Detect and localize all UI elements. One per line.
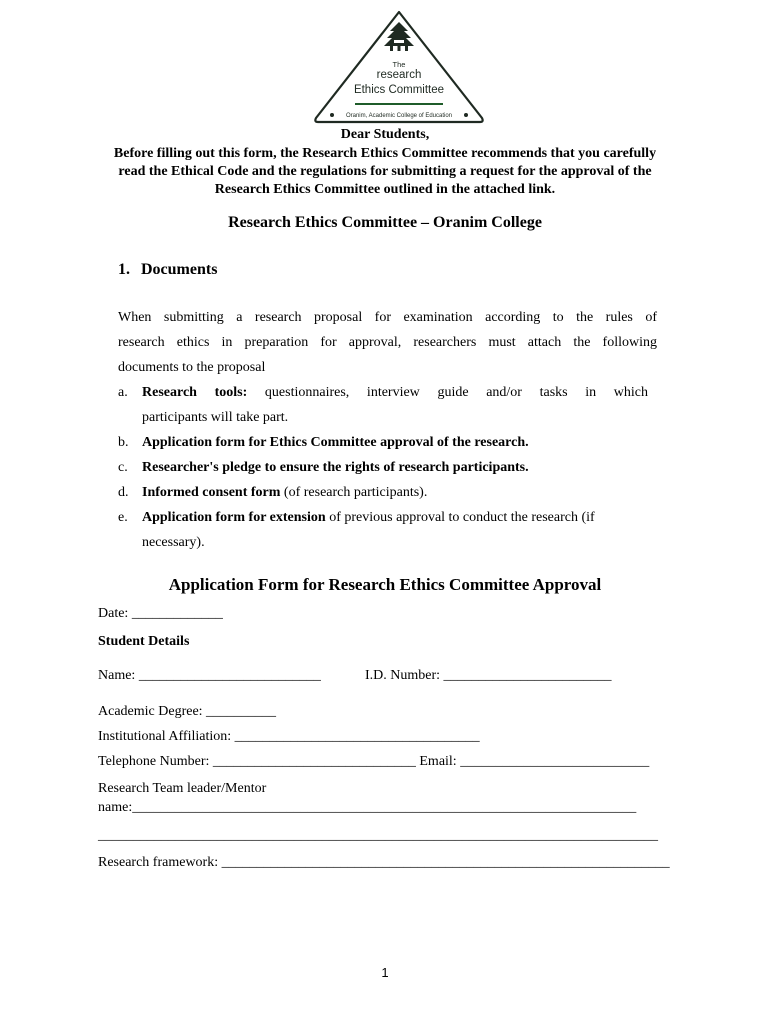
list-item-line xyxy=(142,480,648,505)
list-marker: b. xyxy=(118,435,129,450)
list-item-bold: Informed consent form xyxy=(142,485,281,500)
institutional-affiliation-field[interactable]: Institutional Affiliation: ___________________________________ xyxy=(98,729,480,744)
list-marker: a. xyxy=(118,385,128,400)
paragraph-line-1: When submitting a research proposal for examination according to the rules of xyxy=(118,310,657,325)
main-title: Research Ethics Committee – Oranim College xyxy=(228,214,542,231)
list-item-text: (of research participants). xyxy=(280,485,428,500)
logo-text-research: research xyxy=(376,69,422,81)
paragraph-line-3: documents to the proposal xyxy=(118,360,266,375)
list-marker: d. xyxy=(118,485,129,500)
list-item-bold: Researcher's pledge to ensure the rights of research participants. xyxy=(142,460,529,475)
list-item-line xyxy=(142,380,648,405)
blank-line-field[interactable]: ________________________________________________________________________________ xyxy=(98,828,658,843)
id-number-field[interactable]: I.D. Number: ________________________ xyxy=(365,668,612,683)
mentor-name-field[interactable]: name:________________________________________________________________________ xyxy=(98,800,637,815)
list-item-text: of previous approval to conduct the research (if xyxy=(325,510,595,525)
list-item-line xyxy=(142,430,648,455)
logo-dot-right xyxy=(464,113,468,117)
documents-number: 1. xyxy=(118,261,130,278)
logo-text-ethics-committee: Ethics Committee xyxy=(353,84,445,96)
logo-text-college: Oranim, Academic College of Education xyxy=(345,113,453,119)
list-item-bold: Application form for Ethics Committee approval of the research. xyxy=(142,435,529,450)
list-item-bold: Application form for extension xyxy=(142,510,326,525)
list-item-line xyxy=(142,505,648,530)
academic-degree-field[interactable]: Academic Degree: __________ xyxy=(98,704,277,719)
student-details-heading: Student Details xyxy=(98,634,190,649)
list-item-continuation: necessary). xyxy=(142,535,205,550)
committee-logo xyxy=(310,8,488,128)
page-number: 1 xyxy=(381,965,389,980)
mentor-label: Research Team leader/Mentor xyxy=(98,781,267,796)
form-title: Application Form for Research Ethics Committee Approval xyxy=(168,575,602,594)
intro-line-2: read the Ethical Code and the regulations for submitting a request for the approval of the xyxy=(118,164,652,179)
documents-heading xyxy=(118,261,217,279)
intro-line-3: Research Ethics Committee outlined in the attached link. xyxy=(214,182,556,197)
list-item-bold: Research tools: xyxy=(142,385,248,400)
list-item-continuation: participants will take part. xyxy=(142,410,289,425)
paragraph-line-2: research ethics in preparation for approval, researchers must attach the following xyxy=(118,335,657,350)
telephone-email-field[interactable]: Telephone Number: _____________________________ Email: ___________________________ xyxy=(98,754,650,769)
documents-paragraph xyxy=(118,305,657,380)
intro-line-1: Before filling out this form, the Research Ethics Committee recommends that you carefully xyxy=(113,146,657,161)
list-item-text: questionnaires, interview guide and/or tasks in which xyxy=(247,385,649,400)
date-field[interactable]: Date: _____________ xyxy=(98,606,223,621)
salutation: Dear Students, xyxy=(340,127,430,142)
documents-heading-text: Documents xyxy=(141,261,218,278)
list-marker: e. xyxy=(118,510,128,525)
list-item-line xyxy=(142,455,648,480)
list-marker: c. xyxy=(118,460,128,475)
logo-dot-left xyxy=(330,113,334,117)
logo-text-the: The xyxy=(392,60,406,69)
name-field[interactable]: Name: __________________________ xyxy=(98,668,321,683)
research-framework-field[interactable]: Research framework: ________________________________________________________________ xyxy=(98,855,670,870)
